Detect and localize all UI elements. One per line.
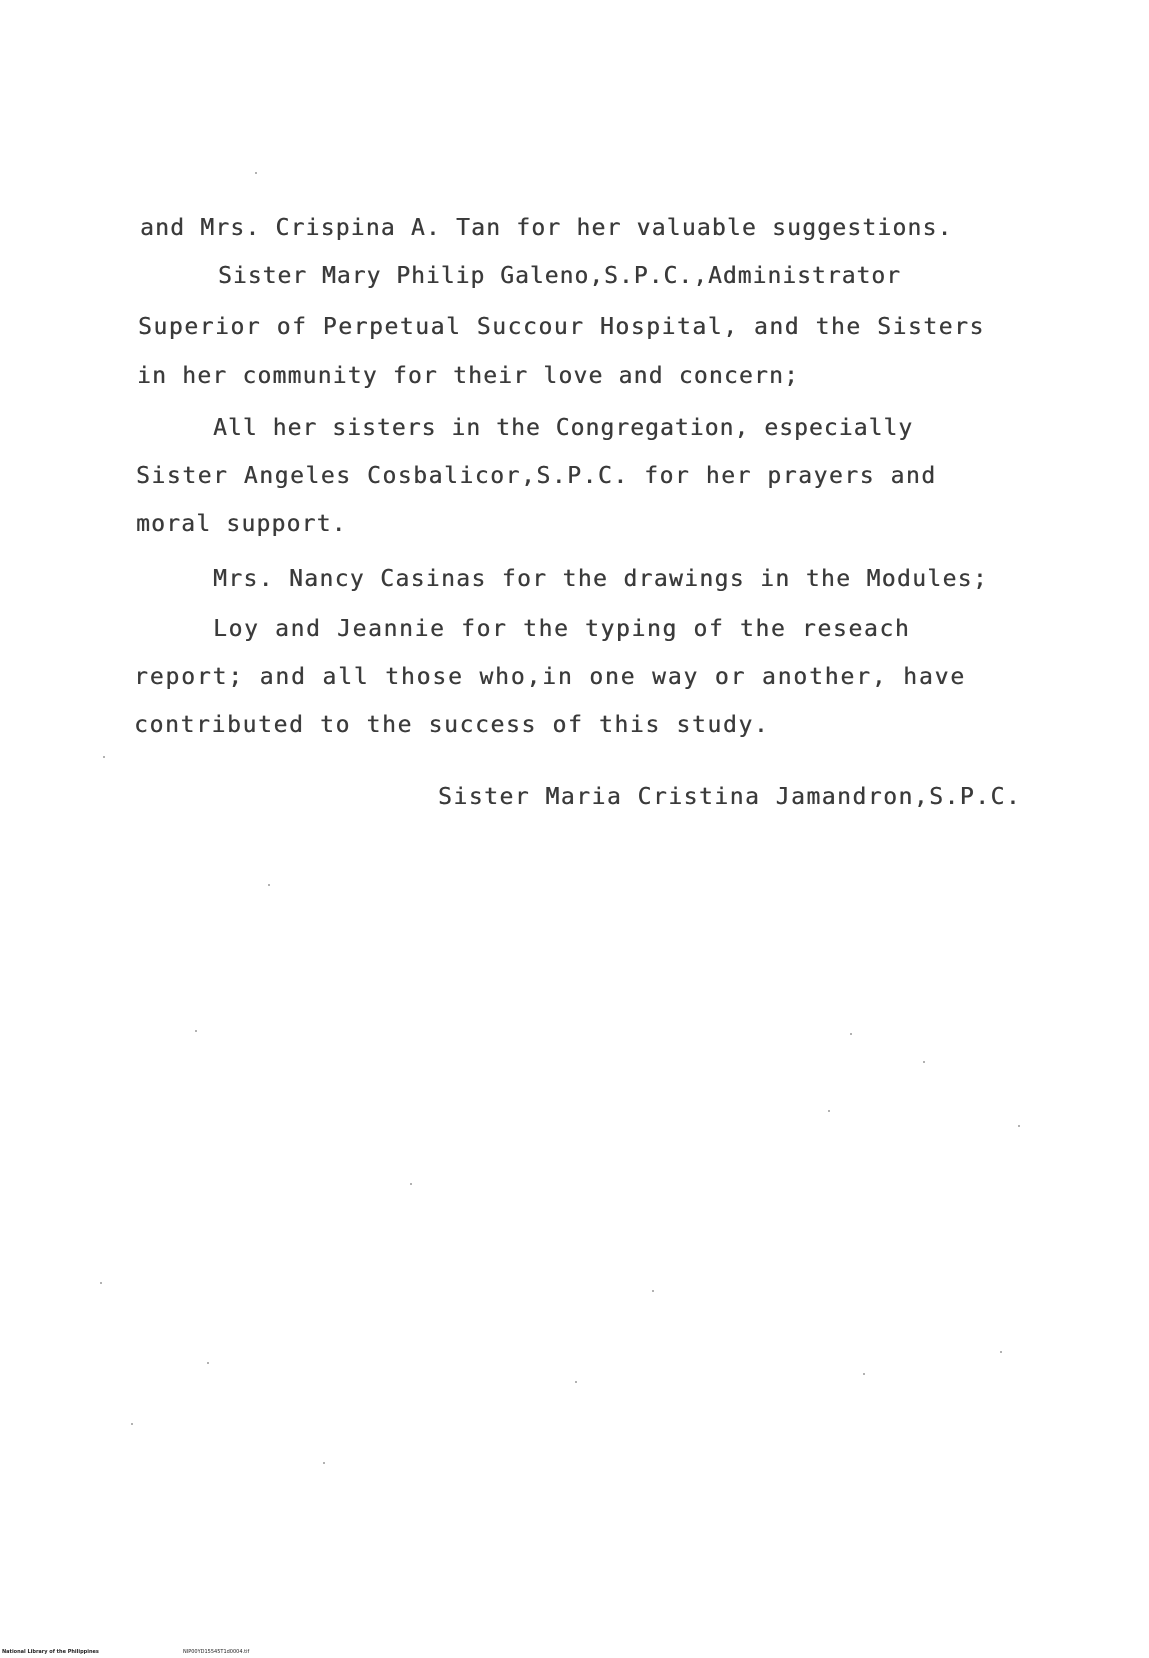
scan-speck (103, 756, 105, 758)
scan-speck (131, 1423, 133, 1425)
scan-speck (923, 1061, 925, 1063)
text-line: report; and all those who,in one way or another, have (134, 664, 966, 690)
scan-speck (652, 1290, 654, 1292)
scan-speck (850, 1033, 852, 1035)
scan-speck (1018, 1125, 1020, 1127)
scan-speck (575, 1381, 577, 1383)
scan-speck (1000, 1351, 1002, 1353)
scan-speck (195, 1030, 197, 1032)
text-line: Loy and Jeannie for the typing of the reseach (213, 616, 911, 642)
scan-speck (323, 1462, 325, 1464)
text-line: Sister Angeles Cosbalicor,S.P.C. for her prayers and (136, 463, 937, 489)
scan-speck (410, 1183, 412, 1185)
signature-line: Sister Maria Cristina Jamandron,S.P.C. (438, 784, 1022, 810)
scan-speck (268, 884, 270, 886)
scan-footer (0, 1648, 1149, 1658)
library-credit: National Library of the Philippines (2, 1649, 99, 1655)
text-line: contributed to the success of this study. (134, 712, 770, 738)
text-line: All her sisters in the Congregation, especially (213, 415, 914, 441)
text-line: moral support. (136, 511, 347, 537)
text-line: and Mrs. Crispina A. Tan for her valuable suggestions. (140, 215, 953, 241)
scan-speck (255, 172, 257, 174)
scan-speck (100, 1282, 102, 1284)
text-line: Sister Mary Philip Galeno,S.P.C.,Administrator (218, 263, 901, 289)
scan-filename: NIP00YD15545T1d0004.tif (183, 1649, 250, 1655)
scan-speck (863, 1373, 865, 1375)
text-line: Mrs. Nancy Casinas for the drawings in the Modules; (213, 566, 989, 592)
scan-speck (828, 1110, 830, 1112)
text-line: Superior of Perpetual Succour Hospital, and the Sisters (138, 314, 985, 340)
text-line: in her community for their love and concern; (137, 363, 800, 389)
scan-speck (207, 1362, 209, 1364)
